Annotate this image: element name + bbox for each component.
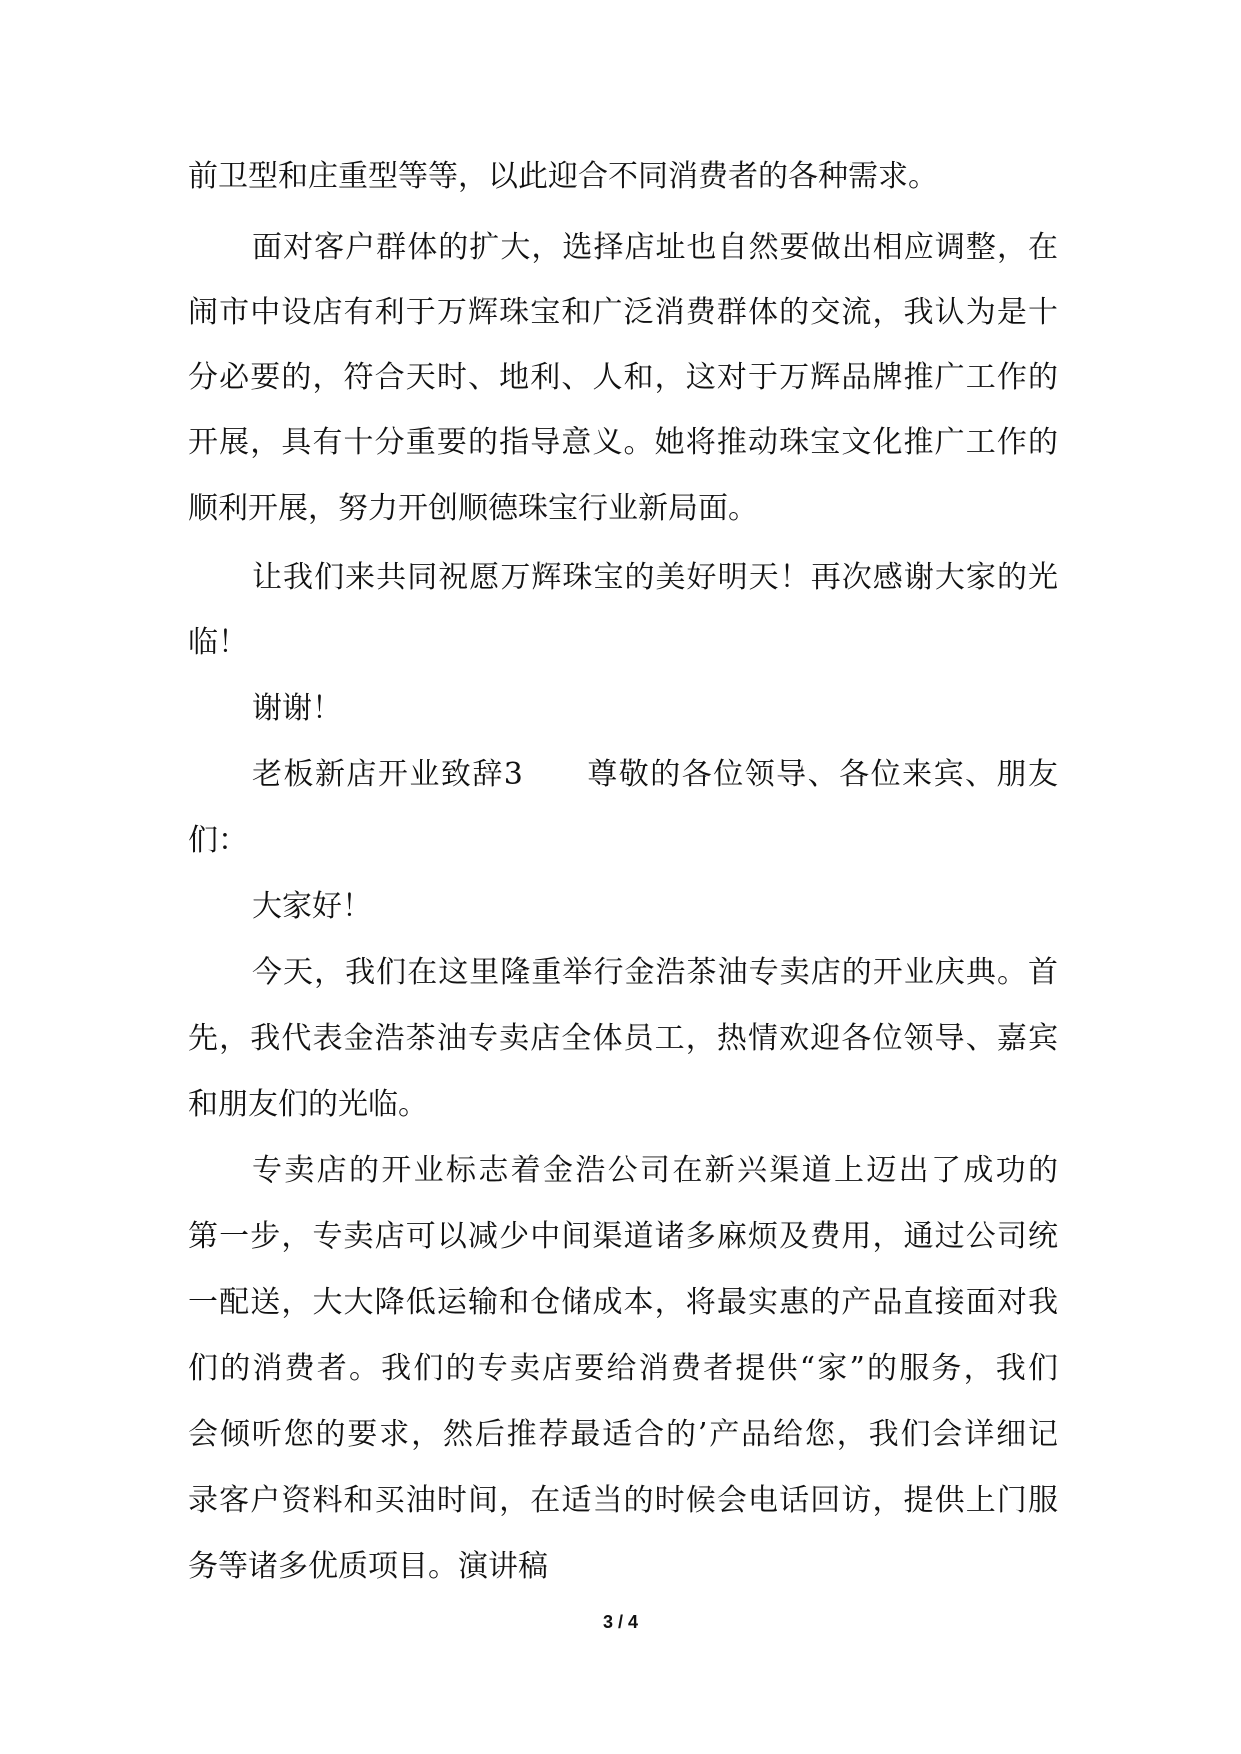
text-line: 面对客户群体的扩大，选择店址也自然要做出相应调整，在 [252,230,1058,265]
text-line: 们的消费者。我们的专卖店要给消费者提供“家”的服务，我们 [188,1351,1058,1386]
text-line: 谢谢！ [252,691,342,726]
text-line: 录客户资料和买油时间，在适当的时候会电话回访，提供上门服 [188,1483,1058,1518]
text-line: 闹市中设店有利于万辉珠宝和广泛消费群体的交流，我认为是十 [188,295,1058,330]
text-line: 老板新店开业致辞3 尊敬的各位领导、各位来宾、朋友 [252,757,1058,792]
text-line: 务等诸多优质项目。演讲稿 [188,1549,548,1584]
text-line: 们： [188,823,248,858]
text-line: 和朋友们的光临。 [188,1087,428,1122]
text-line: 一配送，大大降低运输和仓储成本，将最实惠的产品直接面对我 [188,1285,1058,1320]
text-line: 先，我代表金浩茶油专卖店全体员工，热情欢迎各位领导、嘉宾 [188,1021,1058,1056]
text-line: 开展，具有十分重要的指导意义。她将推动珠宝文化推广工作的 [188,425,1058,460]
text-line: 临！ [188,625,248,660]
text-line: 顺利开展，努力开创顺德珠宝行业新局面。 [188,491,758,526]
text-line: 今天，我们在这里隆重举行金浩茶油专卖店的开业庆典。首 [252,955,1058,990]
text-line: 会倾听您的要求，然后推荐最适合的’产品给您，我们会详细记 [188,1417,1058,1452]
text-line: 让我们来共同祝愿万辉珠宝的美好明天！再次感谢大家的光 [252,560,1058,595]
text-line: 前卫型和庄重型等等，以此迎合不同消费者的各种需求。 [188,159,938,194]
text-line: 第一步，专卖店可以减少中间渠道诸多麻烦及费用，通过公司统 [188,1219,1058,1254]
text-line: 分必要的，符合天时、地利、人和，这对于万辉品牌推广工作的 [188,360,1058,395]
text-line: 专卖店的开业标志着金浩公司在新兴渠道上迈出了成功的 [252,1153,1058,1188]
page-number: 3 / 4 [602,1612,639,1632]
text-line: 大家好！ [252,889,372,924]
